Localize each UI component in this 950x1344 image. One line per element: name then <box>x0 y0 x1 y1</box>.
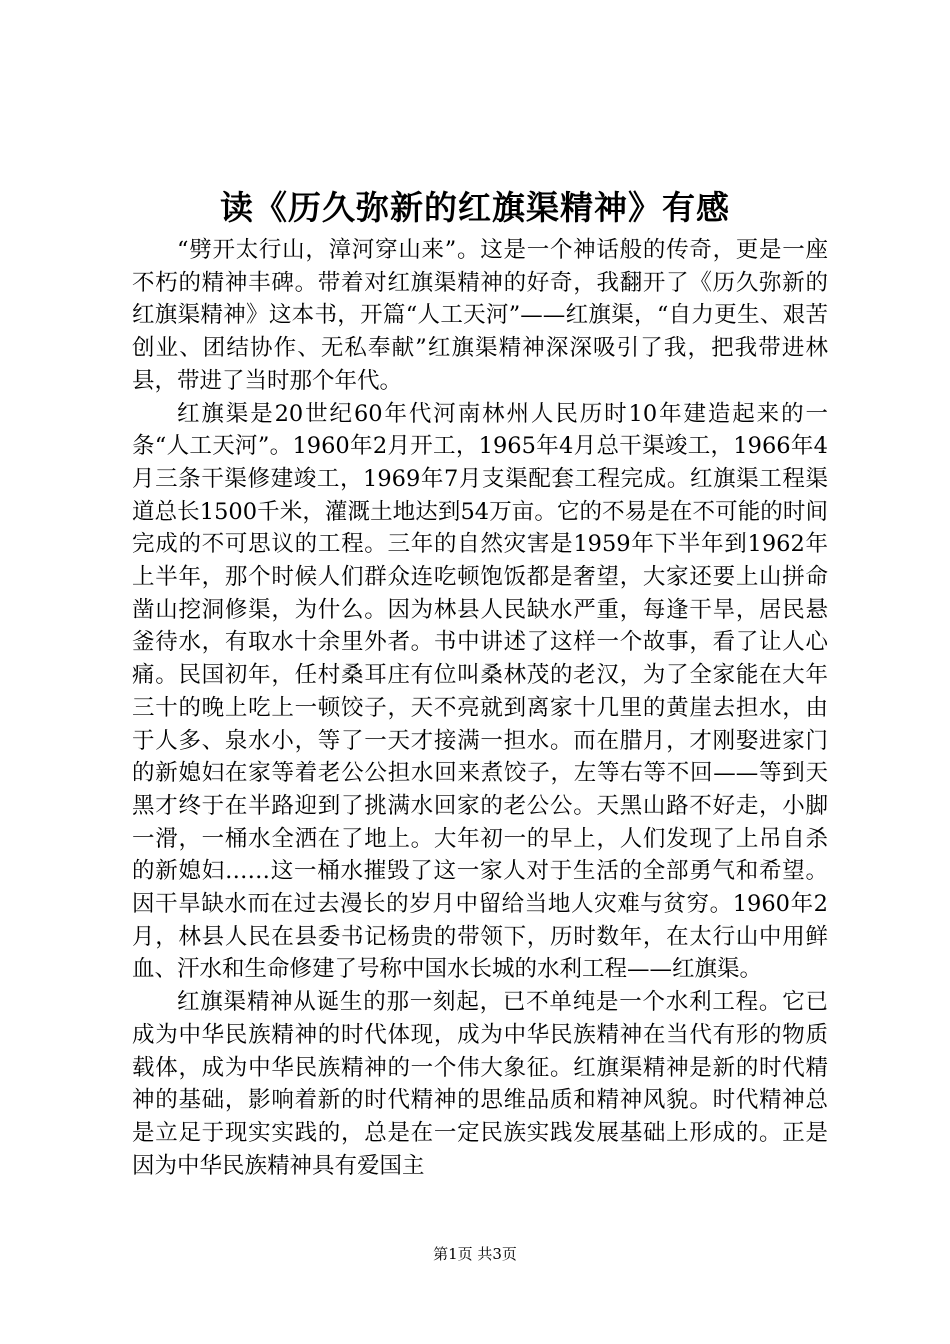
document-title: 读《历久弥新的红旗渠精神》有感 <box>220 188 730 227</box>
paragraph-history: 红旗渠是20世纪60年代河南林州人民历时10年建造起来的一条“人工天河”。1960年2月开工，1965年4月总干渠竣工，1966年4月三条干渠修建竣工，1969年7月支渠配套工程完成。红旗渠工程渠道总长1500千米，灌溉土地达到54万亩。它的不易是在不可能的时间完成的不可思议的工程。三年的自然灾害是1959年下半年到1962年上半年，那个时候人们群众连吃顿饱饭都是奢望，大家还要上山拼命凿山挖洞修渠，为什么。因为林县人民缺水严重，每逢干旱，居民悬釜待水，有取水十余里外者。书中讲述了这样一个故事，看了让人心痛。民国初年，任村桑耳庄有位叫桑林茂的老汉，为了全家能在大年三十的晚上吃上一顿饺子，天不亮就到离家十几里的黄崖去担水，由于人多、泉水小，等了一天才接满一担水。而在腊月，才刚娶进家门的新媳妇在家等着老公公担水回来煮饺子，左等右等不回——等到天黑才终于在半路迎到了挑满水回家的老公公。天黑山路不好走，小脚一滑，一桶水全洒在了地上。大年初一的早上，人们发现了上吊自杀的新媳妇……这一桶水摧毁了这一家人对于生活的全部勇气和希望。因干旱缺水而在过去漫长的岁月中留给当地人灾难与贫穷。1960年2月，林县人民在县委书记杨贵的带领下，历时数年，在太行山中用鲜血、汗水和生命修建了号称中国水长城的水利工程——红旗渠。 <box>132 400 828 983</box>
document-body <box>132 234 828 1182</box>
paragraph-intro: “劈开太行山，漳河穿山来”。这是一个神话般的传奇，更是一座不朽的精神丰碑。带着对红旗渠精神的好奇，我翻开了《历久弥新的红旗渠精神》这本书，开篇“人工天河”——红旗渠，“自力更生、艰苦创业、团结协作、无私奉献”红旗渠精神深深吸引了我，把我带进林县，带进了当时那个年代。 <box>132 237 828 394</box>
page-number-footer: 第1页 共3页 <box>433 1245 517 1263</box>
paragraph-spirit: 红旗渠精神从诞生的那一刻起，已不单纯是一个水利工程。它已成为中华民族精神的时代体现，成为中华民族精神在当代有形的物质载体，成为中华民族精神的一个伟大象征。红旗渠精神是新的时代精神的基础，影响着新的时代精神的思维品质和精神风貌。时代精神总是立足于现实实践的，总是在一定民族实践发展基础上形成的。正是因为中华民族精神具有爱国主 <box>132 989 828 1179</box>
